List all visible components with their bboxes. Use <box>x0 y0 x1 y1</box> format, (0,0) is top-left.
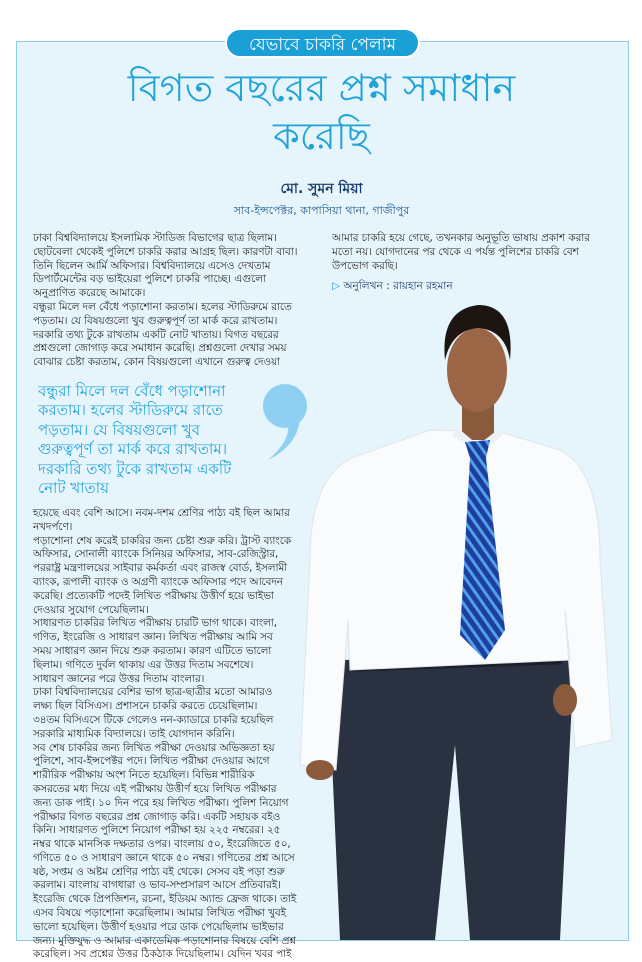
text-line: পড়াশোনা শেষ করেই চাকরির জন্য চেষ্টা শুরু করি। ট্রাস্ট ব্যাংকে <box>33 534 292 547</box>
right-column <box>332 232 622 293</box>
text-line: কসরতের মধ্য দিয়ে এই পরীক্ষায় উত্তীর্ণ হয়ে লিখিত পরীক্ষার <box>33 782 277 795</box>
pull-quote-line: নোট খাতায় <box>38 479 109 498</box>
text-line: গণিতে ৫০ ও সাধারণ জ্ঞানে থাকে ৫০ নম্বর। গণিতের প্রশ্ন আসে <box>33 851 295 864</box>
text-line: ছিলাম। গণিতে দুর্বল থাকায় এর উত্তর দিতাম সবশেষে। <box>33 658 254 671</box>
text-line: জন্য ডাক পাই। ১০ দিন পরে হয় লিখিত পরীক্ষা। পুলিশ নিয়োগ <box>33 796 289 809</box>
section-tag: যেভাবে চাকরি পেলাম <box>225 28 420 58</box>
text-line: সব শেষ চাকরির জন্য লিখিত পরীক্ষা দেওয়ার অভিজ্ঞতা হয় <box>33 741 275 754</box>
text-line: ঢাকা বিশ্ববিদ্যালয়ে ইসলামিক স্টাডিজ বিভাগের ছাত্র ছিলাম। <box>33 232 277 244</box>
headline-line-1: বিগত বছরের প্রশ্ন সমাধান <box>127 66 516 110</box>
text-line: শারীরিক পরীক্ষায় অংশ নিতে হয়েছিল। বিভিন্ন শারীরিক <box>33 769 255 782</box>
face <box>447 328 507 412</box>
pull-quote-line: গুরুত্বপূর্ণ তা মার্ক করে রাখতাম। <box>38 440 228 459</box>
text-line: উপভোগ করছি। <box>332 259 398 272</box>
text-line: মতো নয়। যোগদানের পর থেকে এ পর্যন্ত পুলিশের চাকরি বেশ <box>332 245 579 258</box>
text-line: কিনি। সাধারণত পুলিশে নিয়োগ পরীক্ষা হয় ২২৫ নম্বরের। ২৫ <box>33 824 281 837</box>
text-line: বন্ধুরা মিলে দল বেঁধে পড়াশোনা করতাম। হলের স্টাডিরুমে রাতে <box>33 300 292 313</box>
text-line: ইংরেজি থেকে প্রিপজিশন, রচনা, ইডিয়ম অ্যান্ড ফ্রেজ থাকে। তাই <box>33 893 297 906</box>
author-designation: সাব-ইন্সপেক্টর, কাপাসিয়া থানা, গাজীপুর <box>233 204 410 217</box>
text-line: সময় সাধারণ জ্ঞান দিয়ে শুরু করতাম। কারণ এটিতে ভালো <box>33 644 272 657</box>
pull-quote-line: বন্ধুরা মিলে দল বেঁধে পড়াশোনা <box>38 381 226 400</box>
text-line: দেওয়ার সুযোগ পেয়েছিলাম। <box>33 603 149 616</box>
text-line: জন্য। মুক্তিযুদ্ধ ও আমার একাডেমিক পড়াশোনার বিষয়ে বেশি প্রশ্ন <box>33 934 296 947</box>
text-line: সরকারি মাধ্যমিক বিদ্যালয়ে। তাই যোগদান করিনি। <box>33 727 235 740</box>
pull-quote <box>38 382 273 499</box>
body-text <box>33 507 318 962</box>
text-line: সাধারণ জ্ঞানের পরে উত্তর দিতাম বাংলার। <box>33 672 205 685</box>
text-line: এসব বিষয়ে পড়াশোনা করেছিলাম। আমার লিখিত পরীক্ষা খুবই <box>33 907 286 920</box>
text-line: গণিত, ইংরেজি ও সাধারণ জ্ঞান। লিখিত পরীক্ষায় আমি সব <box>33 631 273 644</box>
closing-text <box>332 232 622 273</box>
text-line: আমার চাকরি হয়ে গেছে, তখনকার অনুভূতি ভাষায় প্রকাশ করার <box>332 232 590 244</box>
text-line: পুলিশে, সাব-ইন্সপেক্টর পদে। লিখিত পরীক্ষা দেওয়ার আগে <box>33 755 270 768</box>
pull-quote-line: দরকারি তথ্য টুকে রাখতাম একটি <box>38 459 232 478</box>
triangle-arrow-icon: ▷ <box>332 280 341 293</box>
intro-text <box>33 232 318 370</box>
text-line: সাধারণত চাকরির লিখিত পরীক্ষায় চারটি ভাগ থাকে। বাংলা, <box>33 617 278 630</box>
text-line: অফিসার, সোনালী ব্যাংকে সিনিয়র অফিসার, সাব-রেজিস্ট্রার, <box>33 548 279 561</box>
text-line: ভালো হয়েছিল। উত্তীর্ণ হওয়ার পরে ডাক পেয়েছিলাম ভাইভার <box>33 920 284 933</box>
text-line: বোঝার চেষ্টা করতাম, কোন বিষয়গুলো এখানে গুরুত্ব দেওয়া <box>33 356 281 369</box>
text-line: ৩৪তম বিসিএসে টিকে গেলেও নন-ক্যাডারে চাকরি হয়েছিল <box>33 713 274 726</box>
credit-line <box>332 279 622 293</box>
text-line: হয়েছে এবং বেশি আসে। নবম-দশম শ্রেণির পাঠ্য বই ছিল আমার <box>33 506 290 519</box>
text-line: করেছি। প্রত্যেকটি পদেই লিখিত পরীক্ষায় উত্তীর্ণ হয়ে ভাইভা <box>33 589 274 602</box>
text-line: ষষ্ঠ, সপ্তম ও অষ্টম শ্রেণির পাঠ্য বই থেকে। সেসব বই পড়া শুরু <box>33 865 285 878</box>
text-line: পরীক্ষার বিগত বছরের প্রশ্ন জোগাড় করি। একটি সহায়ক বইও <box>33 810 281 823</box>
text-line: করলাম। বাংলায় বাগধারা ও ভাব-সম্প্রসারণ আসে প্রতিবারই। <box>33 879 281 892</box>
text-line: লক্ষ্য ছিল বিসিএস। প্রশাসনে চাকরি করতে চেয়েছিলাম। <box>33 700 258 713</box>
text-line: নম্বর থাকে মানসিক দক্ষতার ওপর। বাংলায় ৫০, ইংরেজিতে ৫০, <box>33 838 291 851</box>
trousers <box>332 650 575 940</box>
left-column <box>33 232 318 962</box>
text-line: পড়তাম। যে বিষয়গুলো খুব গুরুত্বপূর্ণ তা মার্ক করে রাখতাম। <box>33 314 278 327</box>
credit-text: অনুলিখন : রায়হান রহমান <box>343 280 453 293</box>
text-line: তিনি ছিলেন আর্মি অফিসার। বিশ্ববিদ্যালয়ে এসেও দেখতাম <box>33 259 271 272</box>
headline-line-2: করেছি <box>273 114 370 158</box>
text-line: প্রশ্নগুলো জোগাড় করে সমাধান করেছি। প্রশ্নগুলো দেখার সময় <box>33 342 287 355</box>
text-line: পররাষ্ট্র মন্ত্রণালয়ের সাইবার কর্মকর্তা এবং রাজস্ব বোর্ড, ইসলামী <box>33 562 288 575</box>
text-line: অনুপ্রাণিত করেছে আমাকে। <box>33 287 146 300</box>
pull-quote-line: করতাম। হলের স্টাডিরুমে রাতে <box>38 401 223 420</box>
text-line: দরকারি তথ্য টুকে রাখতাম একটি নোট খাতায়। বিগত বছরের <box>33 328 279 341</box>
text-line: ছোটবেলা থেকেই পুলিশে চাকরি করার আগ্রহ ছিল। কারণটা বাবা। <box>33 245 298 258</box>
pull-quote-line: পড়তাম। যে বিষয়গুলো খুব <box>38 420 201 439</box>
text-line: নখদর্পণে। <box>33 520 73 533</box>
author-name: মো. সুমন মিয়া <box>280 181 363 197</box>
text-line: ডিপার্টমেন্টের বড় ভাইয়েরা পুলিশে চাকরি পাচ্ছে। এগুলো <box>33 273 266 286</box>
text-line: ঢাকা বিশ্ববিদ্যালয়ের বেশির ভাগ ছাত্র-ছাত্রীর মতো আমারও <box>33 686 273 699</box>
text-line: ব্যাংক, রূপালী ব্যাংক ও অগ্রণী ব্যাংকে অফিসার পদে আবেদন <box>33 575 283 588</box>
text-line: করেছিল। সব প্রশ্নের উত্তর ঠিকঠাক দিয়েছিলাম। যেদিন খবর পাই <box>33 948 292 961</box>
